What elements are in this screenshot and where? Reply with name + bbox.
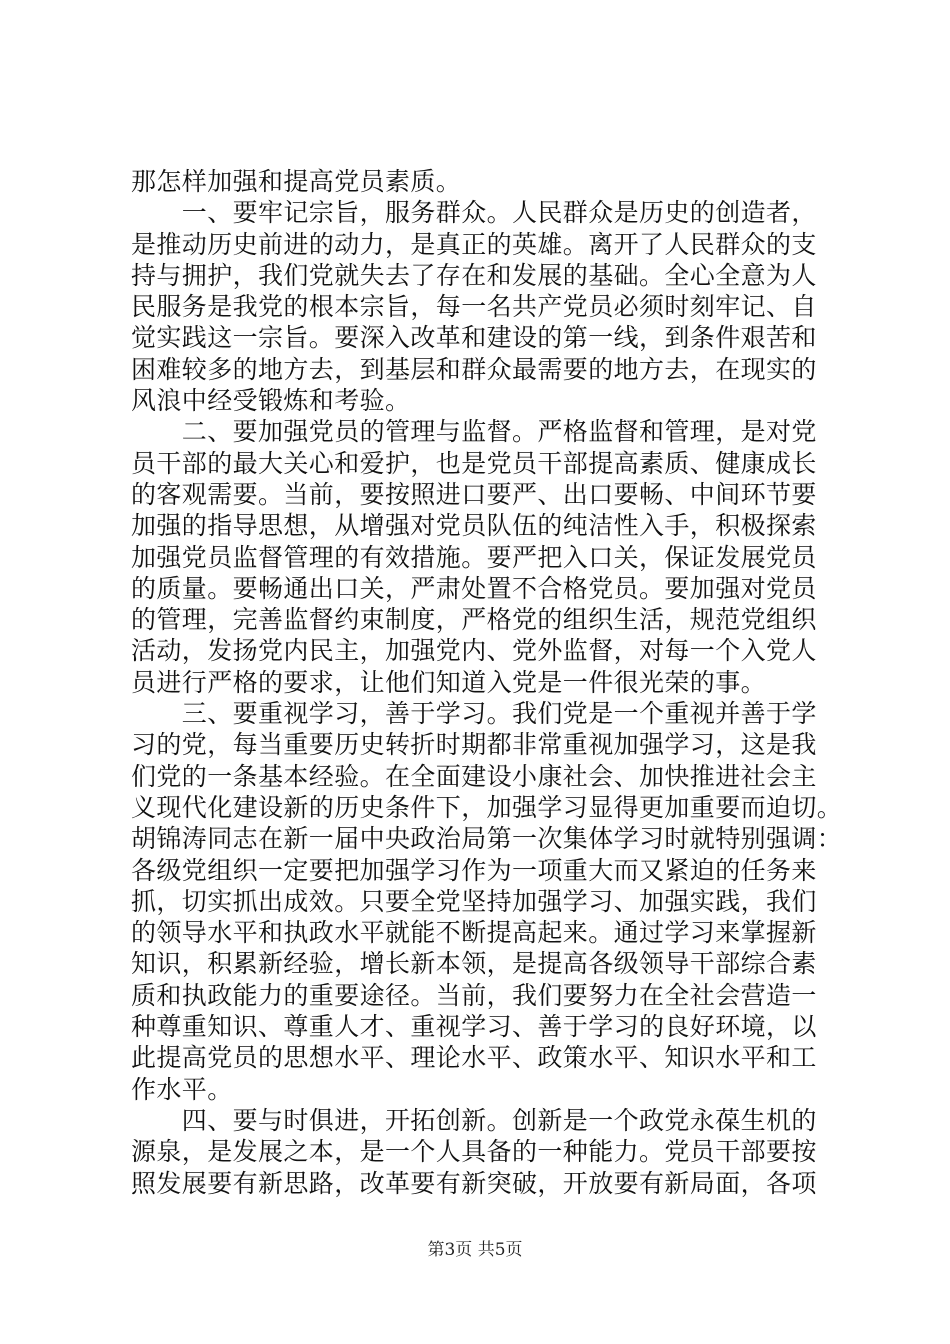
text-line: 抓，切实抓出成效。只要全党坚持加强学习、加强实践，我们 (131, 886, 817, 916)
text-line: 此提高党员的思想水平、理论水平、政策水平、知识水平和工 (131, 1043, 817, 1073)
text-line: 加强的指导思想，从增强对党员队伍的纯洁性入手，积极探索 (131, 511, 817, 541)
text-line: 胡锦涛同志在新一届中央政治局第一次集体学习时就特别强调： (131, 824, 843, 854)
text-line: 困难较多的地方去，到基层和群众最需要的地方去，在现实的 (131, 354, 817, 384)
text-line: 知识，积累新经验，增长新本领，是提高各级领导干部综合素 (131, 949, 817, 979)
text-line: 源泉，是发展之本，是一个人具备的一种能力。党员干部要按 (131, 1137, 817, 1167)
text-line: 照发展要有新思路，改革要有新突破，开放要有新局面，各项 (131, 1168, 817, 1198)
text-line: 的领导水平和执政水平就能不断提高起来。通过学习来掌握新 (131, 918, 817, 948)
text-line: 加强党员监督管理的有效措施。要严把入口关，保证发展党员 (131, 542, 817, 572)
text-line: 种尊重知识、尊重人才、重视学习、善于学习的良好环境，以 (131, 1012, 817, 1042)
text-line: 是推动历史前进的动力，是真正的英雄。离开了人民群众的支 (131, 229, 817, 259)
text-line: 二、要加强党员的管理与监督。严格监督和管理，是对党 (131, 417, 817, 447)
text-line: 风浪中经受锻炼和考验。 (131, 386, 411, 416)
text-line: 各级党组织一定要把加强学习作为一项重大而又紧迫的任务来 (131, 855, 817, 885)
text-line: 的管理，完善监督约束制度，严格党的组织生活，规范党组织 (131, 605, 817, 635)
text-line: 持与拥护，我们党就失去了存在和发展的基础。全心全意为人 (131, 260, 817, 290)
text-line: 们党的一条基本经验。在全面建设小康社会、加快推进社会主 (131, 761, 817, 791)
text-line: 三、要重视学习，善于学习。我们党是一个重视并善于学 (131, 699, 817, 729)
page-footer: 第3页 共5页 (427, 1240, 523, 1260)
text-line: 一、要牢记宗旨，服务群众。人民群众是历史的创造者， (131, 198, 817, 228)
text-line: 习的党，每当重要历史转折时期都非常重视加强学习，这是我 (131, 730, 817, 760)
text-line: 员进行严格的要求，让他们知道入党是一件很光荣的事。 (131, 667, 767, 697)
document-body (131, 166, 843, 1199)
text-line: 的质量。要畅通出口关，严肃处置不合格党员。要加强对党员 (131, 573, 817, 603)
text-line: 觉实践这一宗旨。要深入改革和建设的第一线，到条件艰苦和 (131, 323, 817, 353)
text-line: 员干部的最大关心和爱护，也是党员干部提高素质、健康成长 (131, 448, 817, 478)
text-line: 质和执政能力的重要途径。当前，我们要努力在全社会营造一 (131, 980, 817, 1010)
text-line: 那怎样加强和提高党员素质。 (131, 167, 462, 196)
text-line: 四、要与时俱进，开拓创新。创新是一个政党永葆生机的 (131, 1105, 817, 1135)
text-line: 民服务是我党的根本宗旨，每一名共产党员必须时刻牢记、自 (131, 292, 817, 322)
text-line: 活动，发扬党内民主，加强党内、党外监督，对每一个入党人 (131, 636, 817, 666)
text-line: 义现代化建设新的历史条件下，加强学习显得更加重要而迫切。 (131, 792, 843, 822)
text-line: 作水平。 (131, 1074, 233, 1104)
text-line: 的客观需要。当前，要按照进口要严、出口要畅、中间环节要 (131, 479, 817, 509)
